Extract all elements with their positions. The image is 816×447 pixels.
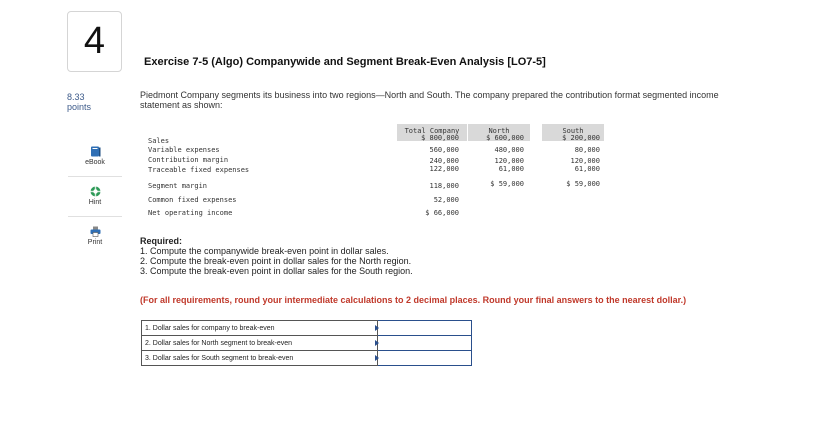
cell-total: 240,000 xyxy=(429,157,459,165)
row-label-contribution: Contribution margin xyxy=(148,156,229,164)
answer-table xyxy=(141,320,472,366)
required-section xyxy=(140,236,413,276)
intro-text: Piedmont Company segments its business into two regions—North and South. The company prepared the contribution format segmented income statement as shown: xyxy=(140,90,719,110)
book-icon xyxy=(90,146,101,157)
answer-label: 3. Dollar sales for South segment to break-even xyxy=(142,351,378,366)
ebook-label: eBook xyxy=(85,159,105,166)
cell-south: $ 200,000 xyxy=(562,134,600,142)
required-item: 1. Compute the companywide break-even point in dollar sales. xyxy=(140,246,389,256)
col-header-north: North xyxy=(488,127,510,135)
col-header-south: South xyxy=(562,127,584,135)
company-breakeven-input[interactable] xyxy=(378,321,471,335)
points-value: 8.33 xyxy=(67,92,85,102)
cell-north: 120,000 xyxy=(494,157,524,165)
sidebar-divider xyxy=(68,176,122,177)
print-button[interactable] xyxy=(70,226,120,246)
row-label-segment-margin: Segment margin xyxy=(148,182,208,190)
printer-icon xyxy=(90,226,101,237)
answer-cell xyxy=(378,351,472,366)
cell-south: $ 59,000 xyxy=(566,180,600,188)
answer-cell xyxy=(378,336,472,351)
hint-label: Hint xyxy=(88,199,102,206)
required-item: 2. Compute the break-even point in dollar sales for the North region. xyxy=(140,256,412,266)
table-row xyxy=(142,321,472,336)
cell-north: $ 600,000 xyxy=(486,134,524,142)
cell-north: 61,000 xyxy=(498,165,524,173)
sidebar-divider xyxy=(68,216,122,217)
cell-total: 118,000 xyxy=(429,182,459,190)
required-item: 3. Compute the break-even point in dollar sales for the South region. xyxy=(140,266,413,276)
cell-total: 122,000 xyxy=(429,165,459,173)
table-row xyxy=(142,351,472,366)
points-info xyxy=(67,92,91,112)
north-breakeven-input[interactable] xyxy=(378,336,471,350)
answer-label: 1. Dollar sales for company to break-even xyxy=(142,321,378,336)
south-breakeven-input[interactable] xyxy=(378,351,471,365)
row-label-common-fixed: Common fixed expenses xyxy=(148,196,237,204)
exercise-title: Exercise 7-5 (Algo) Companywide and Segment Break-Even Analysis [LO7-5] xyxy=(144,56,546,68)
row-label-variable: Variable expenses xyxy=(148,146,220,154)
rounding-note: (For all requirements, round your intermediate calculations to 2 decimal places. Round your final answers to the nearest dollar.) xyxy=(140,295,687,305)
cell-south: 120,000 xyxy=(570,157,600,165)
lifebuoy-icon xyxy=(90,186,101,197)
cell-total: 52,000 xyxy=(433,196,459,204)
cell-south: 61,000 xyxy=(574,165,600,173)
points-label: points xyxy=(67,102,92,112)
answer-cell xyxy=(378,321,472,336)
required-heading: Required: xyxy=(140,236,183,246)
cell-total: $ 800,000 xyxy=(421,134,459,142)
hint-button[interactable] xyxy=(70,186,120,206)
cell-total: 560,000 xyxy=(429,146,459,154)
question-number-box xyxy=(67,11,122,72)
answer-label: 2. Dollar sales for North segment to break-even xyxy=(142,336,378,351)
table-row xyxy=(142,336,472,351)
ebook-button[interactable] xyxy=(70,146,120,166)
row-label-net-operating: Net operating income xyxy=(148,209,233,217)
print-label: Print xyxy=(87,239,103,246)
cell-south: 80,000 xyxy=(574,146,600,154)
cell-north: $ 59,000 xyxy=(490,180,524,188)
col-header-total: Total Company xyxy=(404,127,460,135)
row-label-traceable: Traceable fixed expenses xyxy=(148,166,250,174)
cell-north: 480,000 xyxy=(494,146,524,154)
row-label-sales: Sales xyxy=(148,137,170,145)
cell-total: $ 66,000 xyxy=(425,209,459,217)
question-number: 4 xyxy=(83,20,106,62)
